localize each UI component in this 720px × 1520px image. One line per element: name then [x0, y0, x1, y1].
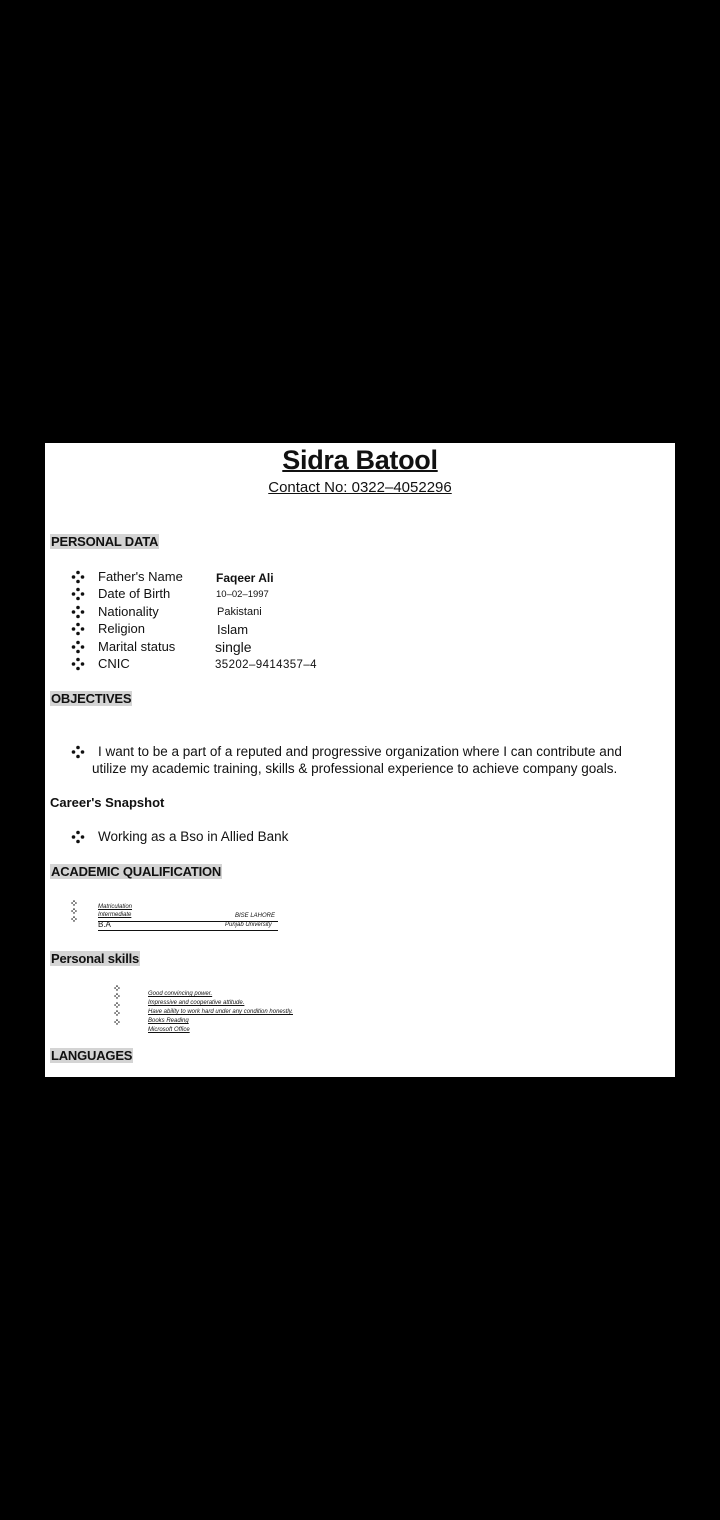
skills-heading: Personal skills: [51, 951, 140, 966]
degree-matriculation: Matriculation: [98, 904, 133, 910]
skill-item: Have ability to work hard under any condition honestly.: [148, 1009, 293, 1015]
bullet-icon: [114, 1010, 120, 1016]
bullet-icon: [71, 745, 85, 759]
objective-line-2: utilize my academic training, skills & professional experience to achieve company goals.: [92, 761, 618, 776]
bullet-icon: [71, 587, 85, 601]
bullet-icon: [114, 985, 120, 991]
bullet-icon: [71, 657, 85, 671]
career-item: Working as a Bso in Allied Bank: [98, 829, 289, 844]
label-date-of-birth: Date of Birth: [98, 586, 171, 601]
objective-line-1: I want to be a part of a reputed and progressive organization where I can contribute and: [98, 744, 622, 759]
label-nationality: Nationality: [98, 604, 159, 619]
label-religion: Religion: [98, 621, 145, 636]
skill-item: Books Reading: [148, 1018, 189, 1024]
contact-number: Contact No: 0322–4052296: [268, 479, 452, 496]
degree-ba: B.A: [98, 920, 111, 929]
label-cnic: CNIC: [98, 656, 130, 671]
skill-item: Good convincing power.: [148, 991, 213, 997]
bullet-icon: [71, 900, 77, 906]
degree-intermediate: Intermediate: [98, 912, 132, 918]
languages-heading: LANGUAGES: [51, 1048, 133, 1063]
bullet-icon: [71, 640, 85, 654]
personal-data-heading: PERSONAL DATA: [51, 534, 159, 549]
label-marital-status: Marital status: [98, 639, 176, 654]
divider: [98, 930, 278, 931]
bullet-icon: [71, 570, 85, 584]
skill-item: Impressive and cooperative attitude.: [148, 1000, 245, 1006]
bullet-icon: [114, 993, 120, 999]
bullet-icon: [71, 622, 85, 636]
bullet-icon: [71, 605, 85, 619]
value-marital-status: single: [215, 639, 252, 655]
bullet-icon: [114, 1019, 120, 1025]
objectives-heading: OBJECTIVES: [51, 691, 132, 706]
resume-name: Sidra Batool: [282, 445, 438, 475]
value-cnic: 35202–9414357–4: [215, 659, 317, 671]
value-religion: Islam: [217, 622, 249, 637]
value-date-of-birth: 10–02–1997: [216, 589, 269, 600]
board-ba: Punjab University: [225, 922, 272, 928]
bullet-icon: [71, 916, 77, 922]
value-fathers-name: Faqeer Ali: [216, 571, 274, 585]
skill-item: Microsoft Office: [148, 1027, 190, 1033]
bullet-icon: [114, 1002, 120, 1008]
value-nationality: Pakistani: [217, 606, 262, 618]
career-heading: Career's Snapshot: [50, 795, 165, 810]
bullet-icon: [71, 830, 85, 844]
bullet-icon: [71, 908, 77, 914]
label-fathers-name: Father's Name: [98, 569, 183, 584]
resume-page: [45, 443, 675, 1077]
board-intermediate: BISE LAHORE: [235, 913, 276, 919]
academic-heading: ACADEMIC QUALIFICATION: [51, 864, 222, 879]
